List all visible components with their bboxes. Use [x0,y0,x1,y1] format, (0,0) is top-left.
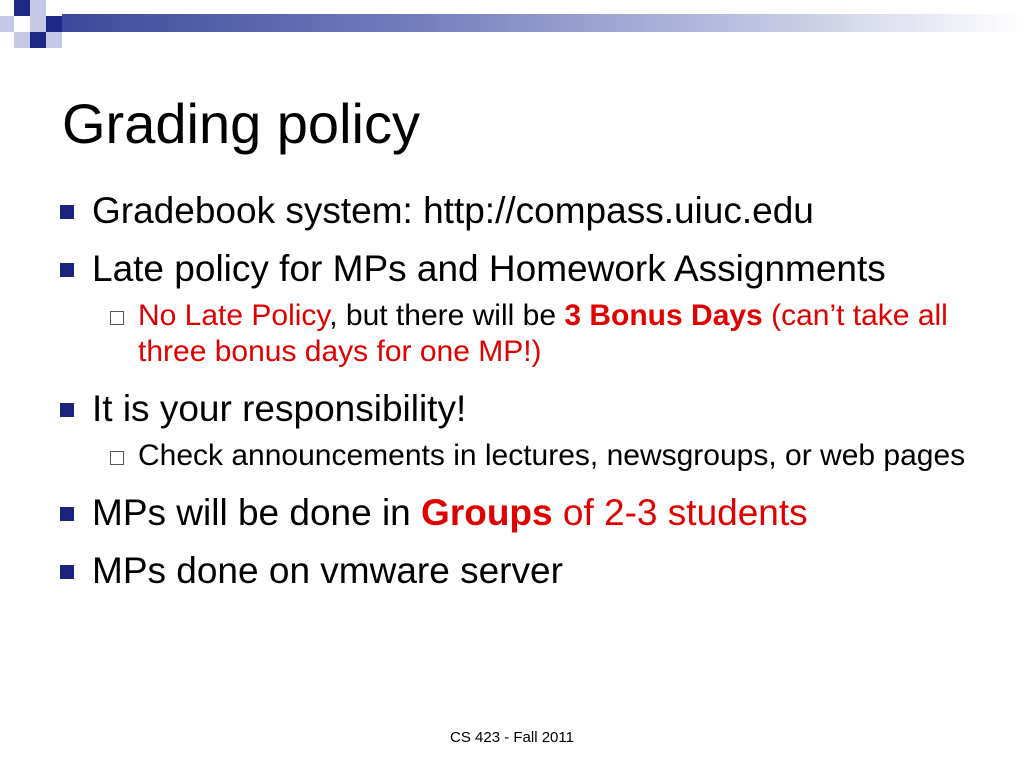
header-gradient-bar [62,14,1024,32]
bullet-vmware [58,546,1008,596]
sub-bullet-announcements [58,438,1008,474]
bullet-text: MPs will be done in [92,492,422,533]
groups-text: Groups [421,492,553,533]
sub-bullet-text: , but there will be [329,299,565,332]
decor-square [46,0,62,16]
bullet-text: Late policy for MPs and Homework Assignments [92,248,886,289]
slide-title: Grading policy [62,92,420,155]
decor-square [46,16,62,32]
hollow-square-bullet-icon [110,451,124,465]
bullet-responsibility [58,384,1008,434]
bullet-text: Gradebook system: http://compass.uiuc.edu [92,190,814,231]
slide-footer: CS 423 - Fall 2011 [450,729,574,746]
bullet-gradebook [58,186,1008,236]
decor-square [0,16,14,32]
square-bullet-icon [60,565,74,579]
bullet-groups [58,488,1008,538]
decor-square [14,32,30,48]
decor-square [30,32,46,48]
group-size-text: of 2-3 students [552,492,808,533]
square-bullet-icon [60,205,74,219]
decor-square [14,16,30,32]
hollow-square-bullet-icon [110,311,124,325]
decor-square [14,0,30,16]
bullet-text: It is your responsibility! [92,388,467,429]
decor-square [46,32,62,48]
slide-content [58,186,1008,604]
square-bullet-icon [60,507,74,521]
no-late-policy-text: No Late Policy [138,299,330,332]
decor-square [30,0,46,16]
header-decoration [0,0,1024,60]
sub-bullet-bonus-days [58,298,1008,370]
bonus-days-text: 3 Bonus Days [564,299,763,332]
bullet-late-policy [58,244,1008,294]
decor-square [30,16,46,32]
square-bullet-icon [60,403,74,417]
square-bullet-icon [60,263,74,277]
bonus-days-note: (can’t take all three bonus days for one MP!) [138,299,948,368]
bullet-text: MPs done on vmware server [92,550,563,591]
sub-bullet-text: Check announcements in lectures, newsgroups, or web pages [138,439,966,472]
